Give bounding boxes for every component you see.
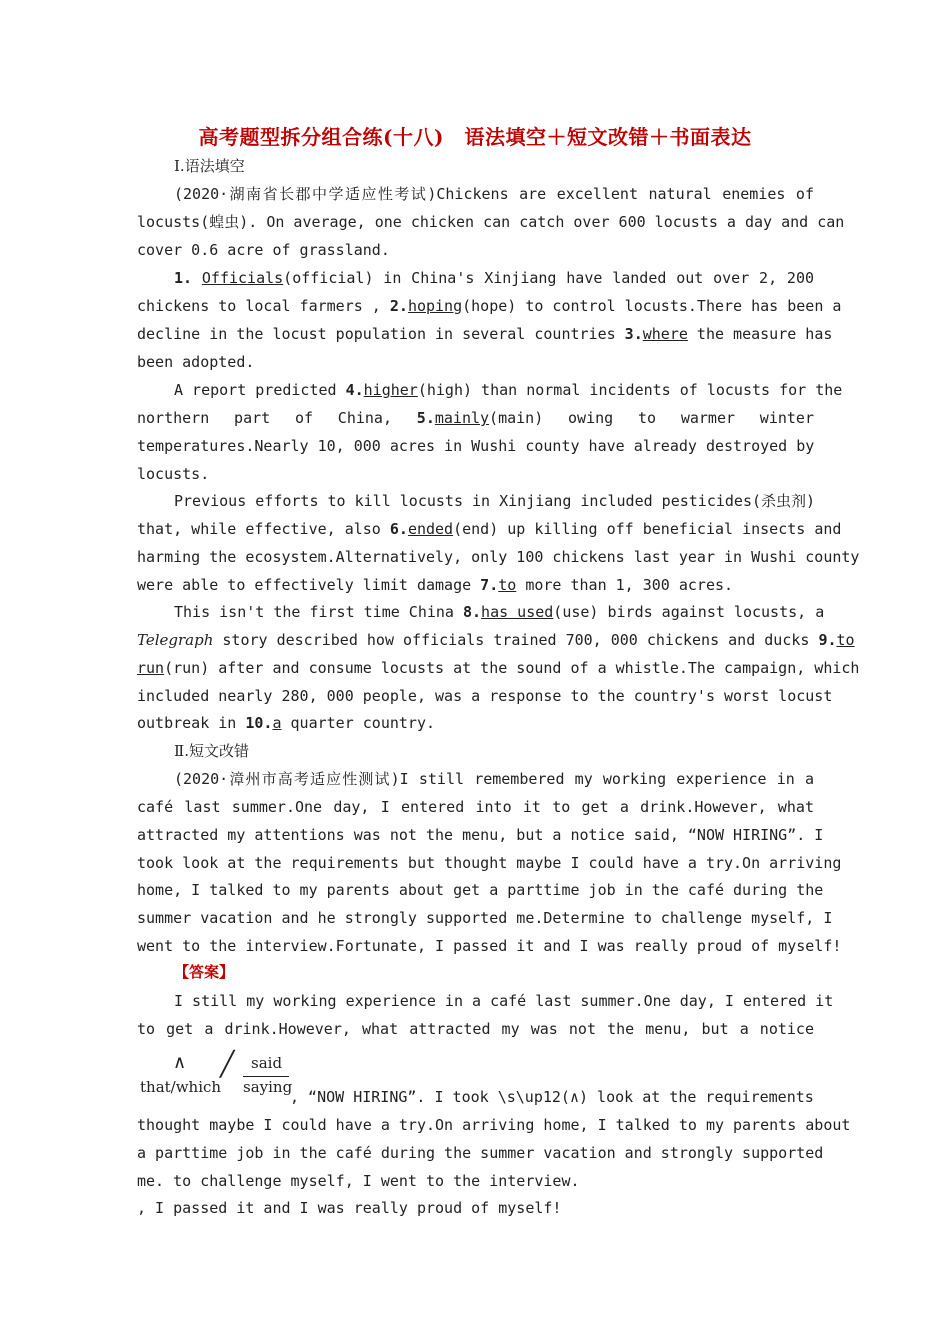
section2-line: took look at the requirements but thought maybe I could have a try.On arriving [137,854,842,872]
blank-number: 1. [174,269,193,287]
p2-line3: temperatures.Nearly 10, 000 acres in Wushi county have already destroyed by [137,437,815,455]
answer-word: ended [407,520,454,538]
italic-term: Telegraph [137,631,214,649]
text-run: quarter country. [281,714,436,732]
blank-number: 3. [624,325,643,343]
section1-source-line2: locusts(蝗虫). On average, one chicken can catch over 600 locusts a day and can [137,213,845,231]
section1-source-line3: cover 0.6 acre of grassland. [137,241,390,259]
blank-number: 4. [345,381,364,399]
p1-line2 [137,294,842,318]
answer-line1: I still my working experience in a café last summer.One day, I entered it [174,992,834,1010]
section2-line: café last summer.One day, I entered into it to get a drink.However, what [137,798,814,816]
p4-line1 [174,600,825,624]
answer-line3: , “NOW HIRING”. I took \s\up12(∧) look at the requirements [290,1088,814,1106]
text-run: (run) after and consume locusts at the sound of a whistle.The campaign, which [164,659,860,677]
answer-word: mainly [434,409,490,427]
text-run: (end) up killing off beneficial insects and [453,520,842,538]
text-run: more than 1, 300 acres. [516,576,734,594]
correction-slash-mark: ╱ [220,1050,235,1078]
corrected-word: saying [243,1078,293,1096]
section2-line: summer vacation and he strongly supported me.Determine to challenge myself, I [137,909,833,927]
section2-line: home, I talked to my parents about get a parttime job in the café during the [137,881,824,899]
text-run: outbreak in [137,714,246,732]
blank-number: 9. [818,631,837,649]
p3-line1: Previous efforts to kill locusts in Xinjiang included pesticides(杀虫剂) [174,492,816,510]
answer-word: to [498,576,517,594]
p3-line2 [137,517,842,541]
p2-line4: locusts. [137,465,210,483]
answer-word: Officials [201,269,284,287]
text-run: This isn't the first time China [174,603,463,621]
text-run: (hope) to control locusts.There has been a [462,297,842,315]
answer-word: hoping [407,297,463,315]
p4-line4: included nearly 280, 000 people, was a response to the country's worst locust [137,687,833,705]
section1-heading: Ⅰ.语法填空 [174,157,245,175]
deleted-word: said [251,1054,283,1072]
text-run: northern part of China, [137,409,417,427]
text-run: (main) owing to warmer winter [489,409,814,427]
answer-word: has used [481,603,554,621]
blank-number: 5. [416,409,435,427]
p1-line3 [137,322,833,346]
p1-line4: been adopted. [137,353,255,371]
blank-number: 2. [389,297,408,315]
text-run: the measure has [687,325,833,343]
text-run: chickens to local farmers , [137,297,390,315]
text-run: (high) than normal incidents of locusts for the [417,381,843,399]
section2-line: attracted my attentions was not the menu, but a notice said, “NOW HIRING”. I [137,826,824,844]
text-run: decline in the locust population in several countries [137,325,625,343]
section2-heading: Ⅱ.短文改错 [174,742,249,760]
text-run: were able to effectively limit damage [137,576,481,594]
answer-line4: thought maybe I could have a try.On arriving home, I talked to my parents about [137,1116,851,1134]
p4-line5 [137,711,814,735]
answer-word: run [137,659,165,677]
blank-number: 7. [480,576,499,594]
section1-source-line1: (2020·湖南省长郡中学适应性考试)Chickens are excellent natural enemies of [174,185,814,203]
answer-word: to [836,631,855,649]
p2-line2 [137,406,814,430]
section2-line: went to the interview.Fortunate, I passed it and I was really proud of myself! [137,937,842,955]
section2-line: (2020·漳州市高考适应性测试)I still remembered my working experience in a [174,770,814,788]
insert-caret-mark: ∧ [173,1052,187,1073]
blank-number: 10. [245,714,273,732]
p1-line1 [174,266,814,290]
text-run: (use) birds against locusts, a [553,603,825,621]
fraction-bar [243,1076,289,1077]
p4-line2 [137,628,855,652]
answer-line5: a parttime job in the café during the summer vacation and strongly supported [137,1144,824,1162]
p4-line3 [137,656,860,680]
text-run: (official) in China's Xinjiang have landed out over 2, 200 [283,269,815,287]
blank-number: 8. [462,603,482,621]
blank-number: 6. [389,520,408,538]
p2-line1 [174,378,843,402]
answer-line7: , I passed it and I was really proud of myself! [137,1199,562,1217]
text-run: A report predicted [174,381,346,399]
answer-word: a [272,714,282,732]
answer-line6: me. to challenge myself, I went to the interview. [137,1172,580,1190]
insert-word: that/which [140,1078,222,1096]
answer-word: where [642,325,688,343]
answer-line2: to get a drink.However, what attracted my was not the menu, but a notice [137,1020,814,1038]
text-run: story described how officials trained 700, 000 chickens and ducks [213,631,819,649]
p3-line4 [137,573,814,597]
p3-line3: harming the ecosystem.Alternatively, only 100 chickens last year in Wushi county [137,548,860,566]
answer-word: higher [363,381,418,399]
page-title: 高考题型拆分组合练(十八) 语法填空＋短文改错＋书面表达 [198,125,752,149]
answer-label: 【答案】 [174,963,235,981]
text-run: that, while effective, also [137,520,390,538]
